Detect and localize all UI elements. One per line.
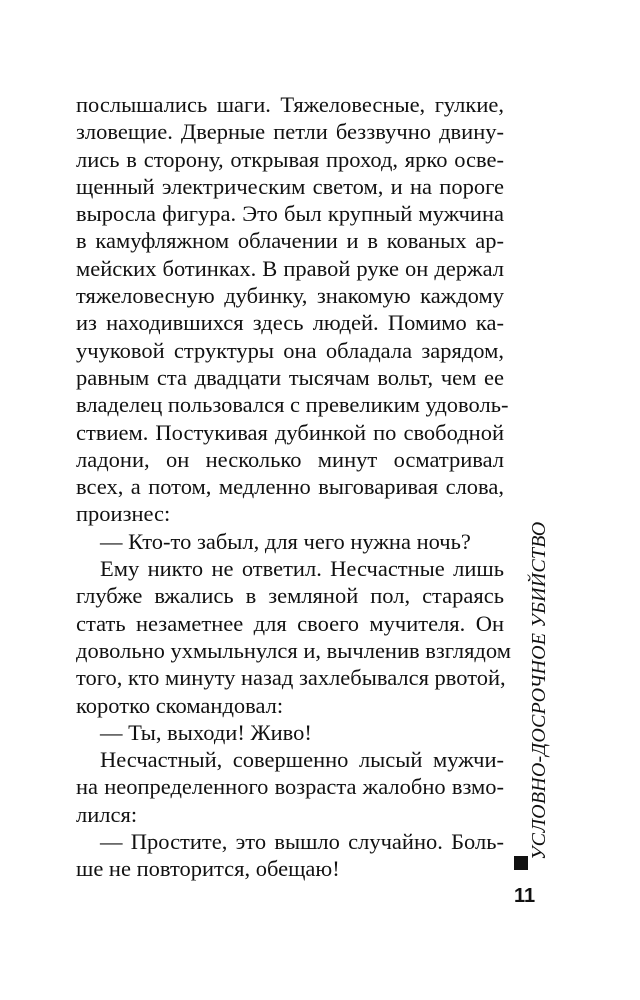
text-line: мейских ботинках. В правой руке он держал <box>76 255 504 281</box>
text-line: в камуфляжном облачении и в кованых ар- <box>76 228 504 254</box>
body-text <box>76 91 511 883</box>
text-line: учуковой структуры она обладала зарядом, <box>76 337 504 363</box>
text-line: щенный электрическим светом, и на пороге <box>76 173 504 199</box>
text-line: владелец пользовался с превеликим удоволь- <box>76 392 509 418</box>
text-line: ствием. Постукивая дубинкой по свободной <box>76 419 504 445</box>
text-line: Ему никто не ответил. Несчастные лишь <box>100 556 504 582</box>
dialogue-line: — Простите, это вышло случайно. Боль- <box>100 829 504 855</box>
text-line: лись в сторону, открывая проход, ярко осве- <box>76 146 504 172</box>
dialogue-line: — Ты, выходи! Живо! <box>100 719 312 745</box>
text-line: стать незаметнее для своего мучителя. Он <box>76 610 504 636</box>
text-line: равным ста двадцати тысячам вольт, чем ее <box>76 364 504 390</box>
text-line: ладони, он несколько минут осматривал <box>76 446 504 472</box>
page-number: 11 <box>514 885 536 907</box>
text-line: Несчастный, совершенно лысый мужчи- <box>100 747 504 773</box>
text-line: довольно ухмыльнулся и, вычленив взглядом <box>76 637 511 663</box>
dialogue-line: — Кто-то забыл, для чего нужна ночь? <box>100 528 471 554</box>
text-line: выросла фигура. Это был крупный мужчина <box>76 201 504 227</box>
text-line: послышались шаги. Тяжеловесные, гулкие, <box>76 92 504 117</box>
text-line: на неопределенного возраста жалобно взмо- <box>76 774 504 800</box>
text-line: из находившихся здесь людей. Помимо ка- <box>76 310 504 336</box>
text-line: тяжеловесную дубинку, знакомую каждому <box>76 283 504 309</box>
text-line: всех, а потом, медленно выговаривая слова, <box>76 474 504 500</box>
text-line: зловещие. Дверные петли беззвучно двину- <box>76 119 504 145</box>
text-line: ше не повторится, обещаю! <box>76 856 340 882</box>
text-line: глубже вжались в земляной пол, стараясь <box>76 583 504 609</box>
square-marker-icon <box>514 856 528 870</box>
text-line: того, кто минуту назад захлебывался рвотой, <box>76 665 506 691</box>
text-line: коротко скомандовал: <box>76 692 284 718</box>
text-line: лился: <box>76 801 138 827</box>
running-title: УСЛОВНО-ДОСРОЧНОЕ УБИЙСТВО <box>528 521 550 860</box>
text-line: произнес: <box>76 501 171 527</box>
